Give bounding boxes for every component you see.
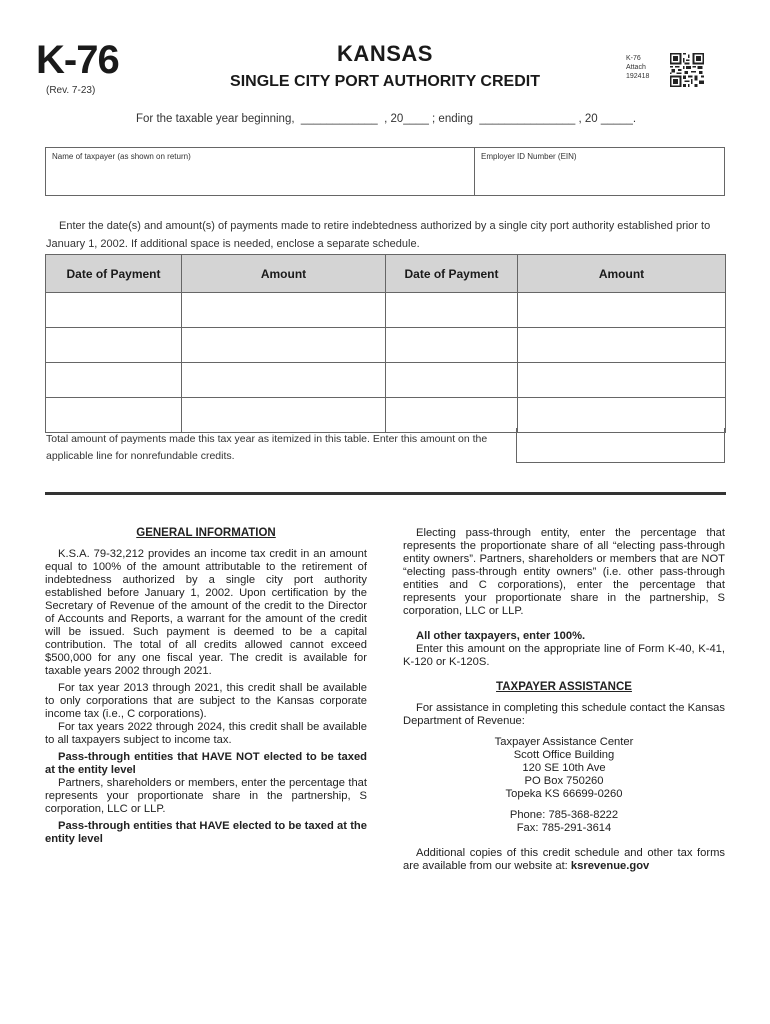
table-row (46, 363, 726, 398)
attachment-info (626, 54, 649, 81)
ein-field[interactable] (474, 147, 725, 196)
amount-cell[interactable] (518, 328, 726, 363)
table-row (46, 328, 726, 363)
header-date-of-payment-1: Date of Payment (46, 255, 182, 293)
taxpayer-assistance-heading: TAXPAYER ASSISTANCE (496, 681, 632, 693)
header-amount-1: Amount (182, 255, 386, 293)
enter-amount-paragraph: Enter this amount on the appropriate line of Form K-40, K-41, K-120 or K-120S. (403, 643, 725, 668)
address-line: Topeka KS 66699-0260 (505, 788, 623, 800)
general-information-section (45, 527, 367, 846)
form-number: K-76 (36, 38, 119, 82)
general-info-paragraph: For tax year 2013 through 2021, this credit shall be available to only corporations that are subject to the Kansas corporate income tax (i.e., C corporations). (45, 682, 367, 720)
instructions-text (46, 217, 726, 253)
pass-through-not-elected-heading: Pass-through entities that HAVE NOT elected to be taxed at the entity level (45, 751, 367, 776)
pass-through-elected-heading: Pass-through entities that HAVE elected to be taxed at the entity level (45, 820, 367, 845)
copies-paragraph (403, 847, 725, 873)
date-of-payment-cell[interactable] (386, 328, 518, 363)
date-of-payment-cell[interactable] (46, 293, 182, 328)
date-of-payment-cell[interactable] (386, 293, 518, 328)
fax-number: Fax: 785-291-3614 (516, 822, 612, 834)
taxable-year-line[interactable]: For the taxable year beginning, ____________ , 20____ ; ending _______________ , 20 _____. (136, 113, 637, 125)
attach-form-number: K-76 (626, 55, 641, 62)
right-column-section (403, 527, 725, 873)
address-line: 120 SE 10th Ave (522, 762, 606, 774)
state-title: KANSAS (337, 41, 433, 66)
revision-date: (Rev. 7-23) (46, 85, 96, 96)
amount-cell[interactable] (518, 293, 726, 328)
header-date-of-payment-2: Date of Payment (386, 255, 518, 293)
date-of-payment-cell[interactable] (386, 363, 518, 398)
instructions-body: Enter the date(s) and amount(s) of payments made to retire indebtedness authorized by a single city port authority established prior to January 1, 2002. If additional space is needed, enclose a separate schedule. (46, 220, 711, 250)
amount-cell[interactable] (182, 398, 386, 433)
date-of-payment-cell[interactable] (46, 398, 182, 433)
ein-label: Employer ID Number (EIN) (481, 152, 577, 161)
taxpayer-name-field[interactable] (45, 147, 475, 196)
copies-text: Additional copies of this credit schedule and other tax forms are available from our website at: (403, 847, 725, 872)
address-line: PO Box 750260 (524, 775, 604, 787)
amount-cell[interactable] (182, 363, 386, 398)
website-link[interactable]: ksrevenue.gov (570, 860, 650, 872)
date-of-payment-cell[interactable] (46, 328, 182, 363)
form-title: SINGLE CITY PORT AUTHORITY CREDIT (230, 73, 540, 90)
general-information-heading: GENERAL INFORMATION (136, 527, 276, 539)
table-header-row (46, 255, 726, 293)
amount-cell[interactable] (518, 363, 726, 398)
general-info-paragraph: K.S.A. 79-32,212 provides an income tax credit in an amount equal to 100% of the amount attributable to the retirement of indebtedness authorized by a single city port authority established before January 1, 2002. Upon certification by the Secretary of Revenue of the amount of the credit to the Director of Accounts and Reports, a warrant for the amount of the credit will be issued. Such payment is deemed to be a capital contribution. The total of all credits allowed cannot exceed $500,000 for any one fiscal year. The credit is available for taxable years 2002 through 2021. (45, 548, 367, 677)
table-row (46, 293, 726, 328)
attach-sequence: 192418 (626, 73, 650, 80)
amount-cell[interactable] (182, 293, 386, 328)
general-info-paragraph: Partners, shareholders or members, enter the percentage that represents your proportionate share in the partnership, S corporation, LLC or LLP. (45, 777, 367, 815)
section-divider (45, 492, 726, 495)
attach-label: Attach (626, 64, 646, 71)
address-block (403, 736, 725, 801)
total-amount-field[interactable] (516, 428, 725, 463)
address-line: Scott Office Building (513, 749, 615, 761)
amount-cell[interactable] (182, 328, 386, 363)
address-line: Taxpayer Assistance Center (494, 736, 634, 748)
payments-table (45, 254, 726, 433)
all-other-taxpayers-heading: All other taxpayers, enter 100%. (416, 630, 586, 642)
electing-entity-paragraph: Electing pass-through entity, enter the percentage that represents the proportionate share of all “electing pass-through entity owners”. Partners, shareholders or members that are NOT “electing pass-through entity owners” (i.e. other pass-through entities and C corporations), enter the percentage that represents your proportionate share in the partnership, S corporation, LLC or LLP. (403, 527, 725, 617)
date-of-payment-cell[interactable] (46, 363, 182, 398)
phone-number: Phone: 785-368-8222 (509, 809, 619, 821)
general-info-paragraph: For tax years 2022 through 2024, this credit shall be available to all taxpayers subject to income tax. (45, 721, 367, 746)
total-description: Total amount of payments made this tax year as itemized in this table. Enter this amount on the applicable line for nonrefundable credits. (46, 433, 488, 462)
assistance-intro: For assistance in completing this schedule contact the Kansas Department of Revenue: (403, 702, 725, 727)
date-of-payment-cell[interactable] (386, 398, 518, 433)
qr-code-icon (670, 53, 704, 87)
taxpayer-name-label: Name of taxpayer (as shown on return) (52, 152, 191, 161)
header-amount-2: Amount (518, 255, 726, 293)
